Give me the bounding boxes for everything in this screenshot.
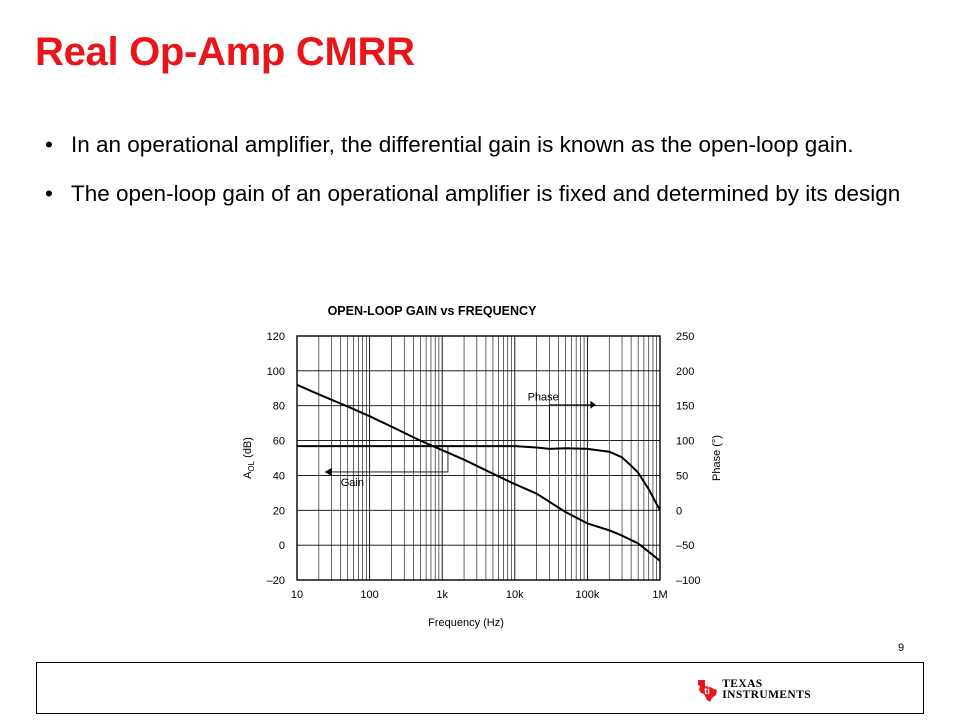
annotation-phase-arrow [590,401,595,409]
y2-tick-label: 250 [676,331,695,343]
y-axis-label-tail: (dB) [242,437,254,461]
y-tick-label: 100 [266,365,285,378]
bullet-dot: • [45,181,53,206]
y2-tick-label: 0 [676,505,683,518]
bullet-item [45,177,915,211]
y2-tick-label: 50 [676,470,689,483]
logo-wordmark [722,679,811,701]
y-tick-label: 60 [272,435,285,448]
y2-tick-label: –50 [676,540,695,553]
annotation-gain-label: Gain [340,476,364,489]
annotation-gain-bracket [332,446,448,472]
y2-tick-label: 200 [676,365,695,378]
annotation-phase-label: Phase [527,391,559,404]
x-axis-label: Frequency (Hz) [428,617,504,629]
y-axis-label-main: A [242,471,254,479]
logo-mark-text: ti [704,686,710,696]
slide-title: Real Op-Amp CMRR [35,30,415,74]
logo-line-1: TEXAS [722,678,763,690]
y2-axis-label: Phase (°) [711,435,723,481]
bullet-text: In an operational amplifier, the differential gain is known as the open-loop gain. [71,132,854,157]
y-tick-label: –20 [266,575,285,587]
x-tick-label: 1M [652,589,668,601]
series-line-gain [297,385,660,561]
x-tick-label: 100 [360,589,379,601]
x-tick-label: 10k [505,589,524,601]
y-tick-label: 40 [272,470,285,483]
footer-bar [36,662,924,714]
y-axis-label [242,437,256,479]
chart-svg [230,296,740,632]
page-number: 9 [898,642,905,654]
x-tick-label: 100k [575,589,600,601]
x-tick-label: 1k [436,589,449,601]
y-tick-label: 80 [272,400,285,413]
y-tick-label: 0 [278,540,285,553]
y-tick-label: 20 [272,505,285,518]
texas-state-icon [696,677,718,703]
bullet-item [45,128,915,162]
bullet-dot: • [45,132,53,157]
y-axis-label-sub: OL [247,460,256,472]
y-tick-label: 120 [266,331,285,343]
annotation-gain-arrow [325,468,332,476]
chart-title: OPEN-LOOP GAIN vs FREQUENCY [327,304,537,318]
x-tick-label: 10 [290,589,304,601]
open-loop-gain-chart [230,296,740,632]
plot-frame [297,336,660,580]
ti-logo [696,675,811,705]
y2-tick-label: 100 [676,435,695,448]
logo-line-2: INSTRUMENTS [722,689,811,701]
y2-tick-label: –100 [676,575,701,587]
bullet-text: The open-loop gain of an operational amplifier is fixed and determined by its design [71,181,901,206]
y2-tick-label: 150 [676,400,695,413]
bullet-list [45,128,915,226]
